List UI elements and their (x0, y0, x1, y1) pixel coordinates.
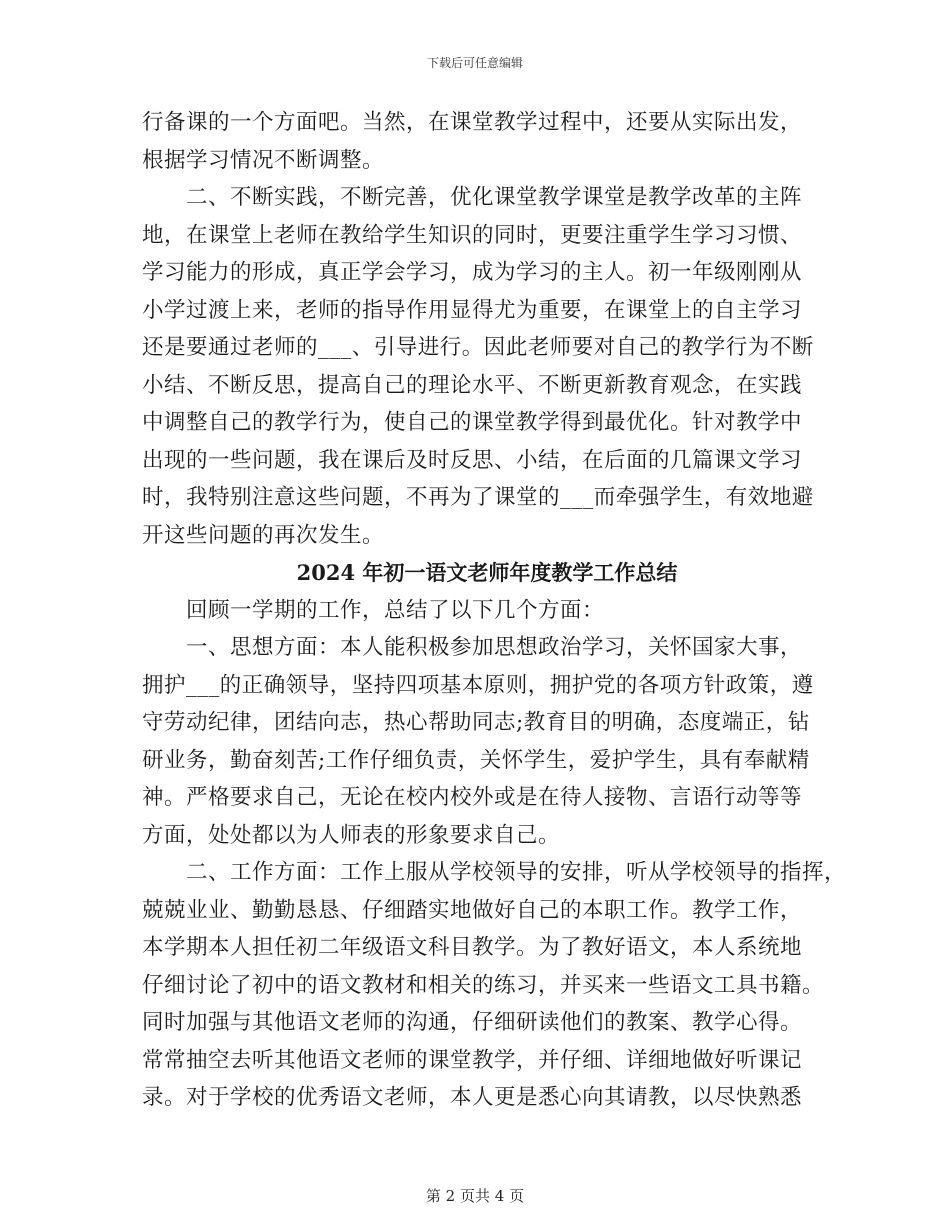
text-line: 录。对于学校的优秀语文老师，本人更是悉心向其请教，以尽快熟悉 (142, 1085, 803, 1110)
text-line: 小学过渡上来，老师的指导作用显得尤为重要，在课堂上的自主学习 (142, 297, 803, 323)
text-line: 本学期本人担任初二年级语文科目教学。为了教好语文，本人系统地 (142, 935, 803, 960)
text-line: 开这些问题的再次发生。 (142, 522, 385, 548)
page-header: 下载后可任意编辑 (426, 56, 523, 70)
text-line: 中调整自己的教学行为，使自己的课堂教学得到最优化。针对教学中 (142, 410, 803, 435)
text-line: 拥护___的正确领导，坚持四项基本原则，拥护党的各项方针政策，遵 (142, 672, 814, 698)
text-line: 行备课的一个方面吧。当然，在课堂教学过程中，还要从实际出发， (142, 110, 803, 135)
text-line: 神。严格要求自己，无论在校内校外或是在待人接物、言语行动等等 (142, 785, 803, 810)
section-title: 2024 年初一语文老师年度教学工作总结 (296, 560, 678, 585)
text-line: 时，我特别注意这些问题，不再为了课堂的___而牵强学生，有效地避 (142, 485, 814, 510)
text-line: 兢兢业业、勤勤恳恳、仔细踏实地做好自己的本职工作。教学工作， (142, 897, 803, 923)
text-line: 学习能力的形成，真正学会学习，成为学习的主人。初一年级刚刚从 (142, 260, 803, 285)
text-line: 出现的一些问题，我在课后及时反思、小结，在后面的几篇课文学习 (142, 447, 803, 473)
text-line: 一、思想方面：本人能积极参加思想政治学习，关怀国家大事， (186, 635, 803, 660)
page-footer: 第 2 页共 4 页 (425, 1187, 525, 1205)
text-line: 根据学习情况不断调整。 (142, 147, 385, 173)
text-line: 研业务，勤奋刻苦;工作仔细负责，关怀学生，爱护学生，具有奉献精 (142, 747, 810, 773)
text-line: 地，在课堂上老师在教给学生知识的同时，更要注重学生学习习惯、 (142, 222, 803, 248)
text-line: 同时加强与其他语文老师的沟通，仔细研读他们的教案、教学心得。 (142, 1010, 803, 1035)
text-line: 守劳动纪律，团结向志，热心帮助同志;教育目的明确，态度端正，钻 (142, 710, 810, 735)
text-line: 回顾一学期的工作，总结了以下几个方面： (186, 597, 605, 623)
text-line: 二、不断实践，不断完善，优化课堂教学课堂是教学改革的主阵 (186, 185, 803, 210)
text-line: 二、工作方面：工作上服从学校领导的安排，听从学校领导的指挥， (186, 860, 847, 885)
text-line: 常常抽空去听其他语文老师的课堂教学，并仔细、详细地做好听课记 (142, 1047, 803, 1073)
document-body (142, 104, 847, 1117)
text-line: 还是要通过老师的___、引导进行。因此老师要对自己的教学行为不断 (142, 335, 814, 360)
text-line: 小结、不断反思，提高自己的理论水平、不断更新教育观念，在实践 (142, 372, 803, 398)
text-line: 仔细讨论了初中的语文教材和相关的练习，并买来一些语文工具书籍。 (142, 972, 825, 998)
text-line: 方面，处处都以为人师表的形象要求自己。 (142, 822, 561, 848)
